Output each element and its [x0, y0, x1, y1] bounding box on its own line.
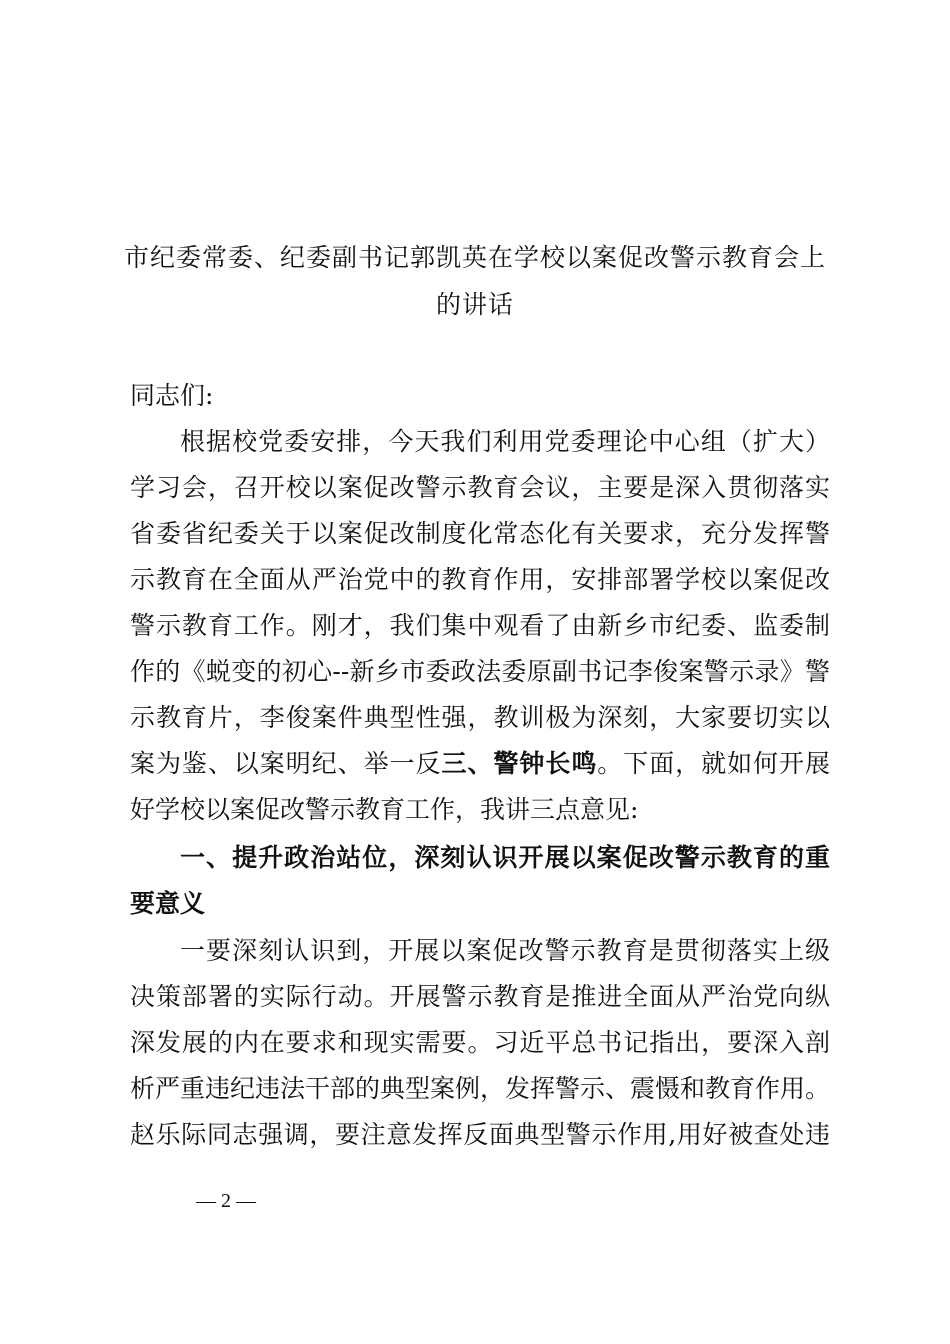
paragraph-1-line: 省委省纪委关于以案促改制度化常态化有关要求，充分发挥警 [130, 519, 830, 548]
paragraph-1-line-8-part-a: 案为鉴、以案明纪、举一反 [130, 749, 442, 778]
section-heading-1-line-2: 要意义 [130, 889, 206, 918]
paragraph-1-line: 示教育在全面从严治党中的教育作用，安排部署学校以案促改 [130, 565, 830, 594]
paragraph-1-line-8-bold: 三、警钟长鸣 [441, 749, 598, 778]
paragraph-1-line: 学习会，召开校以案促改警示教育会议，主要是深入贯彻落实 [130, 473, 830, 502]
paragraph-1-line: 警示教育工作。刚才，我们集中观看了由新乡市纪委、监委制 [130, 611, 830, 640]
document-title-line-1: 市纪委常委、纪委副书记郭凯英在学校以案促改警示教育会上 [123, 243, 826, 272]
paragraph-2-line: 赵乐际同志强调，要注意发挥反面典型警示作用,用好被查处违 [130, 1120, 830, 1149]
salutation: 同志们: [130, 381, 214, 410]
paragraph-2-line: 深发展的内在要求和现实需要。习近平总书记指出，要深入剖 [130, 1028, 830, 1057]
paragraph-1-line: 示教育片，李俊案件典型性强，教训极为深刻，大家要切实以 [130, 703, 830, 732]
paragraph-1-line: 根据校党委安排，今天我们利用党委理论中心组（扩大） [180, 427, 830, 456]
paragraph-2-line: 析严重违纪违法干部的典型案例，发挥警示、震慑和教育作用。 [130, 1074, 831, 1103]
paragraph-1-line: 作的《蜕变的初心--新乡市委政法委原副书记李俊案警示录》警 [130, 657, 830, 686]
section-heading-1-line-1: 一、提升政治站位，深刻认识开展以案促改警示教育的重 [180, 843, 830, 872]
page-number: — 2 — [196, 1190, 256, 1212]
paragraph-2-line: 一要深刻认识到，开展以案促改警示教育是贯彻落实上级 [180, 936, 830, 965]
paragraph-1-line-8 [130, 749, 830, 779]
paragraph-1-line-8-part-b: 。下面，就如何开展 [597, 749, 830, 778]
paragraph-1-line: 好学校以案促改警示教育工作，我讲三点意见: [130, 795, 639, 824]
document-title-line-2: 的讲话 [435, 290, 514, 319]
paragraph-2-line: 决策部署的实际行动。开展警示教育是推进全面从严治党向纵 [130, 982, 830, 1011]
